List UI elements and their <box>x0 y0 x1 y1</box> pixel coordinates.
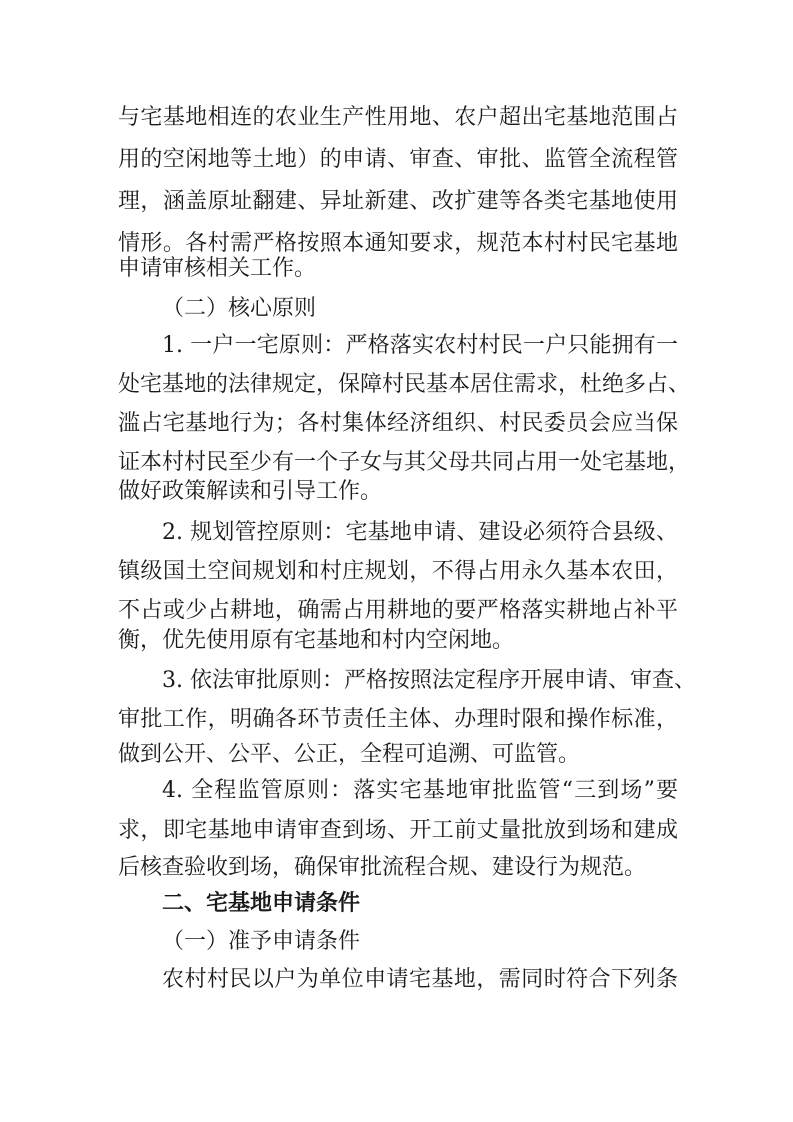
paragraph-line: 3. 依法审批原则：严格按照法定程序开展申请、审查、 <box>162 668 696 693</box>
paragraph-line: 理，涵盖原址翻建、异址新建、改扩建等各类宅基地使用 <box>118 189 678 214</box>
paragraph-line: 4. 全程监管原则：落实宅基地审批监管“三到场”要 <box>162 778 678 803</box>
paragraph-line: 衡，优先使用原有宅基地和村内空闲地。 <box>118 628 515 653</box>
paragraph-line: 情形。各村需严格按照本通知要求，规范本村村民宅基地 <box>118 231 678 256</box>
paragraph-line: 申请审核相关工作。 <box>118 256 317 281</box>
subsection-heading: （一）准予申请条件 <box>162 929 361 954</box>
paragraph-line: 处宅基地的法律规定，保障村民基本居住需求，杜绝多占、 <box>118 372 691 397</box>
paragraph-line: 证本村村民至少有一个子女与其父母共同占用一处宅基地， <box>118 450 691 475</box>
paragraph-line: 1. 一户一宅原则：严格落实农村村民一户只能拥有一 <box>162 333 678 358</box>
paragraph-line: 2. 规划管控原则：宅基地申请、建设必须符合县级、 <box>162 520 678 545</box>
chapter-heading: 二、宅基地申请条件 <box>162 891 361 916</box>
section-heading: （二）核心原则 <box>162 296 317 321</box>
paragraph-line: 做好政策解读和引导工作。 <box>118 479 383 504</box>
paragraph-line: 与宅基地相连的农业生产性用地、农户超出宅基地范围占 <box>118 105 678 130</box>
paragraph-line: 审批工作，明确各环节责任主体、办理时限和操作标准， <box>118 707 678 732</box>
paragraph-line: 求，即宅基地申请审查到场、开工前丈量批放到场和建成 <box>118 818 678 843</box>
paragraph-line: 不占或少占耕地，确需占用耕地的要严格落实耕地占补平 <box>118 598 678 623</box>
paragraph-line: 农村村民以户为单位申请宅基地，需同时符合下列条 <box>162 967 678 992</box>
paragraph-line: 滥占宅基地行为；各村集体经济组织、村民委员会应当保 <box>118 411 678 436</box>
paragraph-line: 后核查验收到场，确保审批流程合规、建设行为规范。 <box>118 855 647 880</box>
paragraph-line: 做到公开、公平、公正，全程可追溯、可监管。 <box>118 742 581 767</box>
paragraph-line: 镇级国土空间规划和村庄规划，不得占用永久基本农田， <box>118 559 678 584</box>
paragraph-line: 用的空闲地等土地）的申请、审查、审批、监管全流程管 <box>118 147 678 172</box>
